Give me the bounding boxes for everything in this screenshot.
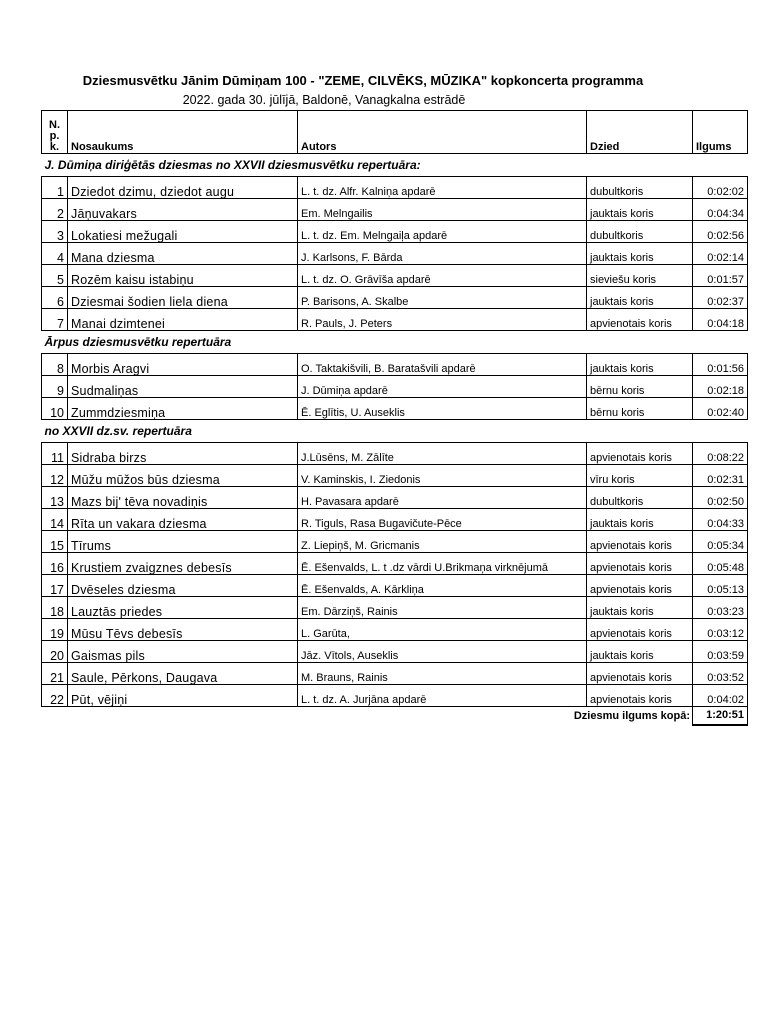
table-row — [42, 663, 748, 685]
table-row — [42, 243, 748, 265]
song-title: Lauztās priedes — [68, 597, 298, 619]
song-author: R. Pauls, J. Peters — [298, 309, 587, 331]
song-number: 21 — [42, 663, 68, 685]
song-author: J. Dūmiņa apdarē — [298, 376, 587, 398]
song-title: Pūt, vējiņi — [68, 685, 298, 707]
song-performers: dubultkoris — [587, 221, 693, 243]
table-row — [42, 199, 748, 221]
song-number: 20 — [42, 641, 68, 663]
song-author: L. Garūta, — [298, 619, 587, 641]
table-row — [42, 487, 748, 509]
song-duration: 0:04:33 — [693, 509, 748, 531]
total-label: Dziesmu ilgums kopā: — [573, 709, 690, 722]
table-row — [42, 265, 748, 287]
document-title: Dziesmusvētku Jānim Dūmiņam 100 - "ZEME, CILVĒKS, MŪZIKA" kopkoncerta programma — [82, 73, 644, 88]
song-author: P. Barisons, A. Skalbe — [298, 287, 587, 309]
song-performers: dubultkoris — [587, 487, 693, 509]
song-number: 14 — [42, 509, 68, 531]
song-number: 6 — [42, 287, 68, 309]
song-title: Sidraba birzs — [68, 443, 298, 465]
song-author: L. t. dz. O. Grāvīša apdarē — [298, 265, 587, 287]
table-row — [42, 177, 748, 199]
song-duration: 0:02:56 — [693, 221, 748, 243]
song-duration: 0:02:31 — [693, 465, 748, 487]
song-author: O. Taktakišvili, B. Baratašvili apdarē — [298, 354, 587, 376]
table-row — [42, 575, 748, 597]
song-title: Jāņuvakars — [68, 199, 298, 221]
section-heading: Ārpus dziesmusvētku repertuāra — [44, 335, 232, 349]
header-number: N. p. k. — [42, 111, 68, 154]
program-table — [41, 110, 748, 726]
song-author: Ē. Eglītis, U. Auseklis — [298, 398, 587, 420]
song-number: 11 — [42, 443, 68, 465]
song-performers: jauktais koris — [587, 354, 693, 376]
song-title: Morbis Aragvi — [68, 354, 298, 376]
section-heading: J. Dūmiņa diriģētās dziesmas no XXVII dziesmusvētku repertuāra: — [44, 158, 421, 172]
song-number: 15 — [42, 531, 68, 553]
song-number: 5 — [42, 265, 68, 287]
table-row — [42, 443, 748, 465]
table-row — [42, 641, 748, 663]
song-title: Zummdziesmiņa — [68, 398, 298, 420]
song-title: Rīta un vakara dziesma — [68, 509, 298, 531]
song-performers: bērnu koris — [587, 398, 693, 420]
song-performers: apvienotais koris — [587, 309, 693, 331]
song-performers: jauktais koris — [587, 243, 693, 265]
song-author: Ē. Ešenvalds, L. t .dz vārdi U.Brikmaņa virknējumā — [298, 553, 587, 575]
song-performers: jauktais koris — [587, 287, 693, 309]
song-number: 8 — [42, 354, 68, 376]
song-title: Rozēm kaisu istabiņu — [68, 265, 298, 287]
song-number: 7 — [42, 309, 68, 331]
song-author: L. t. dz. Em. Melngaiļa apdarē — [298, 221, 587, 243]
song-duration: 0:04:34 — [693, 199, 748, 221]
song-performers: apvienotais koris — [587, 553, 693, 575]
song-performers: bērnu koris — [587, 376, 693, 398]
song-author: Em. Melngailis — [298, 199, 587, 221]
song-performers: sieviešu koris — [587, 265, 693, 287]
section-heading-row — [42, 420, 748, 443]
table-row — [42, 553, 748, 575]
song-author: L. t. dz. A. Jurjāna apdarē — [298, 685, 587, 707]
song-performers: jauktais koris — [587, 641, 693, 663]
song-performers: apvienotais koris — [587, 685, 693, 707]
song-title: Mūsu Tēvs debesīs — [68, 619, 298, 641]
song-title: Mūžu mūžos būs dziesma — [68, 465, 298, 487]
table-row — [42, 354, 748, 376]
song-author: Em. Dārziņš, Rainis — [298, 597, 587, 619]
table-row — [42, 376, 748, 398]
header-author: Autors — [298, 111, 587, 154]
song-duration: 0:02:18 — [693, 376, 748, 398]
song-number: 22 — [42, 685, 68, 707]
song-author: L. t. dz. Alfr. Kalniņa apdarē — [298, 177, 587, 199]
song-duration: 0:05:48 — [693, 553, 748, 575]
song-performers: apvienotais koris — [587, 443, 693, 465]
table-row — [42, 465, 748, 487]
table-row — [42, 309, 748, 331]
song-performers: apvienotais koris — [587, 663, 693, 685]
song-title: Manai dzimtenei — [68, 309, 298, 331]
song-duration: 0:01:57 — [693, 265, 748, 287]
table-header-row — [42, 111, 748, 154]
table-row — [42, 619, 748, 641]
song-number: 3 — [42, 221, 68, 243]
song-performers: apvienotais koris — [587, 531, 693, 553]
song-duration: 0:08:22 — [693, 443, 748, 465]
song-duration: 0:04:18 — [693, 309, 748, 331]
section-heading-row — [42, 331, 748, 354]
song-number: 12 — [42, 465, 68, 487]
song-duration: 0:02:02 — [693, 177, 748, 199]
song-number: 1 — [42, 177, 68, 199]
table-row — [42, 531, 748, 553]
song-title: Dziedot dzimu, dziedot augu — [68, 177, 298, 199]
song-duration: 0:05:13 — [693, 575, 748, 597]
song-performers: dubultkoris — [587, 177, 693, 199]
song-title: Mana dziesma — [68, 243, 298, 265]
song-title: Krustiem zvaigznes debesīs — [68, 553, 298, 575]
song-author: Z. Liepiņš, M. Gricmanis — [298, 531, 587, 553]
song-duration: 0:03:12 — [693, 619, 748, 641]
song-duration: 0:02:14 — [693, 243, 748, 265]
table-row — [42, 287, 748, 309]
song-duration: 0:01:56 — [693, 354, 748, 376]
song-number: 13 — [42, 487, 68, 509]
table-row — [42, 685, 748, 707]
song-author: V. Kaminskis, I. Ziedonis — [298, 465, 587, 487]
song-duration: 0:02:37 — [693, 287, 748, 309]
song-performers: apvienotais koris — [587, 575, 693, 597]
song-number: 17 — [42, 575, 68, 597]
song-duration: 0:03:52 — [693, 663, 748, 685]
song-performers: apvienotais koris — [587, 619, 693, 641]
song-author: Jāz. Vītols, Auseklis — [298, 641, 587, 663]
table-row — [42, 597, 748, 619]
song-author: H. Pavasara apdarē — [298, 487, 587, 509]
song-author: J. Karlsons, F. Bārda — [298, 243, 587, 265]
song-duration: 0:03:23 — [693, 597, 748, 619]
table-row — [42, 509, 748, 531]
header-duration: Ilgums — [693, 111, 748, 154]
song-number: 2 — [42, 199, 68, 221]
total-duration: 1:20:51 — [693, 707, 748, 726]
song-title: Sudmaliņas — [68, 376, 298, 398]
song-author: M. Brauns, Rainis — [298, 663, 587, 685]
section-heading: no XXVII dz.sv. repertuāra — [44, 424, 192, 438]
song-author: Ē. Ešenvalds, A. Kārkliņa — [298, 575, 587, 597]
table-row — [42, 221, 748, 243]
total-row — [42, 707, 748, 726]
song-title: Dziesmai šodien liela diena — [68, 287, 298, 309]
song-number: 18 — [42, 597, 68, 619]
song-duration: 0:02:40 — [693, 398, 748, 420]
song-number: 9 — [42, 376, 68, 398]
song-author: R. Tiguls, Rasa Bugavičute-Pēce — [298, 509, 587, 531]
header-name: Nosaukums — [68, 111, 298, 154]
song-author: J.Lūsēns, M. Zālīte — [298, 443, 587, 465]
song-title: Tīrums — [68, 531, 298, 553]
song-performers: jauktais koris — [587, 597, 693, 619]
table-row — [42, 398, 748, 420]
song-title: Dvēseles dziesma — [68, 575, 298, 597]
song-title: Mazs bij' tēva novadiņis — [68, 487, 298, 509]
song-title: Saule, Pērkons, Daugava — [68, 663, 298, 685]
song-performers: jauktais koris — [587, 199, 693, 221]
song-performers: jauktais koris — [587, 509, 693, 531]
song-title: Lokatiesi mežugali — [68, 221, 298, 243]
song-number: 19 — [42, 619, 68, 641]
header-singers: Dzied — [587, 111, 693, 154]
song-number: 10 — [42, 398, 68, 420]
document-subtitle: 2022. gada 30. jūlījā, Baldonē, Vanagkalna estrādē — [182, 93, 466, 107]
song-title: Gaismas pils — [68, 641, 298, 663]
song-duration: 0:02:50 — [693, 487, 748, 509]
song-duration: 0:04:02 — [693, 685, 748, 707]
song-number: 4 — [42, 243, 68, 265]
song-performers: vīru koris — [587, 465, 693, 487]
song-number: 16 — [42, 553, 68, 575]
section-heading-row — [42, 154, 748, 177]
song-duration: 0:05:34 — [693, 531, 748, 553]
song-duration: 0:03:59 — [693, 641, 748, 663]
